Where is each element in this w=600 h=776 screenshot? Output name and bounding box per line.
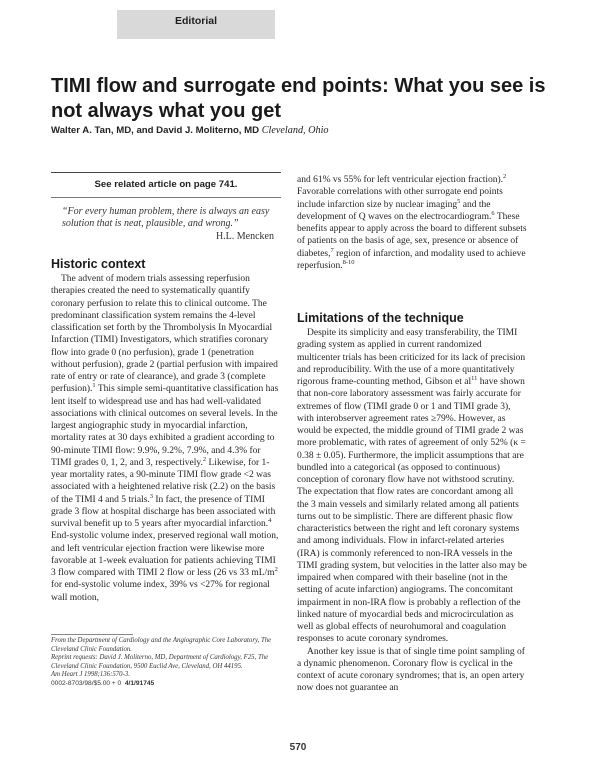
footnote-reprints: Reprint requests: David J. Moliterno, MD, Department of Cardiology, F25, The Cleveland Clinic Foundation, 9500 Euclid Ave, Cleveland, OH 44195. [51,654,269,670]
footnote-journal: Am Heart J 1998;136:570-3. [51,671,130,679]
paragraph-limitations-2: Another key issue is that of single time point sampling of a dynamic phenomenon. Coronary flow is cyclical in the context of acute coronary syndromes; that is, an open artery now does not guarantee an [297,646,525,694]
related-rule-top [51,172,281,173]
related-article-note: See related article on page 741. [94,179,238,190]
author-location: Cleveland, Ohio [261,125,329,136]
right-column-continuation [297,174,527,272]
author-names: Walter A. Tan, MD, and David J. Moliterno, MD [51,125,260,136]
epigraph-quote: “For every human problem, there is always an easy solution that is neat, plausible, and wrong.” [62,206,270,229]
heading-historic-context: Historic context [51,257,146,271]
epigraph-author: H.L. Mencken [215,231,274,242]
footnote-code: 0002-8703/98/$5.00 + 0 4/1/91745 [51,679,155,687]
section-tab: Editorial [117,10,275,39]
footnotes [51,637,281,689]
paragraph-limitations-1: Despite its simplicity and easy transferability, the TIMI grading system as applied in current randomized multicenter trials has been criticized for its lack of precision and reproducibility. With the use of a more quantitatively rigorous frame-counting method, Gibson et $al^{11}$ have shown that non-core laboratory assessment was fairly accurate for extremes of flow (TIMI grade 0 or 1 and TIMI grade 3), with interobserver agreement rates ≥79%. However, as would be expected, the middle ground of TIMI grade 2 was more problematic, with rates of agreement of only 52% (κ = 0.38 ± 0.05). Furthermore, the implicit assumptions that are bundled into a categorical (as opposed to continuous) conception of coronary flow have not withstood scrutiny. The expectation that flow rates are concordant among all the 3 main vessels and similarly related among all patients turns out to be simplistic. There are different phasic flow characteristics between the right and left coronary systems and among individuals. Flow in infarct-related arteries (IRA) is commonly referenced to non-IRA vessels in the TIMI grading system, but velocities in the latter also may be impaired when compared with their baseline (not in the setting of acute infarction) angiograms. The concomitant impairment in non-IRA flow is probably a reflection of the linked nature of myocardial beds and microcirculation as well as global effects of neurohumoral and coagulation responses to acute coronary syndromes. [297,328,527,645]
right-column-body [297,327,527,695]
left-column-body [51,273,281,604]
page-number: 570 [289,742,307,753]
paragraph-historic: The advent of modern trials assessing reperfusion therapies created the need to systematically quantify coronary perfusion to relate this to clinical outcome. The predominant classification system remains the 4-level classification set forth by the Thrombolysis In Myocardial Infarction (TIMI) Investigators, which stratifies coronary flow into grade 0 (no perfusion), grade 1 (penetration without perfusion), grade 2 (partial perfusion with impaired rate of entry or rate of clearance), and grade 3 (complete perfusion).$^1$ This simple semi-quantitative classification has lent itself to widespread use and has had well-validated associations with clinical outcomes on several levels. In the largest angiographic study in myocardial infarction, mortality rates at 30 days exhibited a gradient according to 90-minute TIMI flow: 9.9%, 9.2%, 7.9%, and 4.3% for TIMI grades 0, 1, 2, and 3, respectively.$^2$ Likewise, for 1-year mortality rates, a 90-minute TIMI flow grade <2 was associated with a heightened relative risk (2.2) on the basis of the TIMI 4 and 5 trials.$^3$ In fact, the presence of TIMI grade 3 flow at hospital discharge has been associated with survival benefit up to 5 years after myocardial infarction.$^4$ End-systolic volume index, preserved regional wall motion, and left ventricular ejection fraction were likewise more favorable at 1-week evaluation for patients achieving TIMI 3 flow compared with TIMI 2 flow or less (26 vs 33 $mL/m^2$ for end-systolic volume index, 39% vs <27% for regional wall motion, [51,274,279,603]
footnote-affiliation: From the Department of Cardiology and the Angiographic Core Laboratory, The Cleveland Clinic Foundation. [51,637,272,653]
heading-limitations: Limitations of the technique [297,311,464,325]
paragraph-continuation: and 61% vs 55% for left ventricular ejection fraction).$^2$ Favorable correlations with other surrogate end points include infarction size by nuclear imaging$^5$ and the development of Q waves on the electrocardiogram.$^6$ These benefits appear to apply across the board to different subsets of patients on the basis of age, sex, presence or absence of diabetes,$^7$ region of infarction, and modality used to achieve reperfusion.$^{8-10}$ [297,172,527,271]
footnote-rule [51,634,133,635]
article-title: TIMI flow and surrogate end points: What you see is not always what you get [51,75,546,122]
author-line [51,125,329,136]
related-rule-bottom [51,197,281,198]
